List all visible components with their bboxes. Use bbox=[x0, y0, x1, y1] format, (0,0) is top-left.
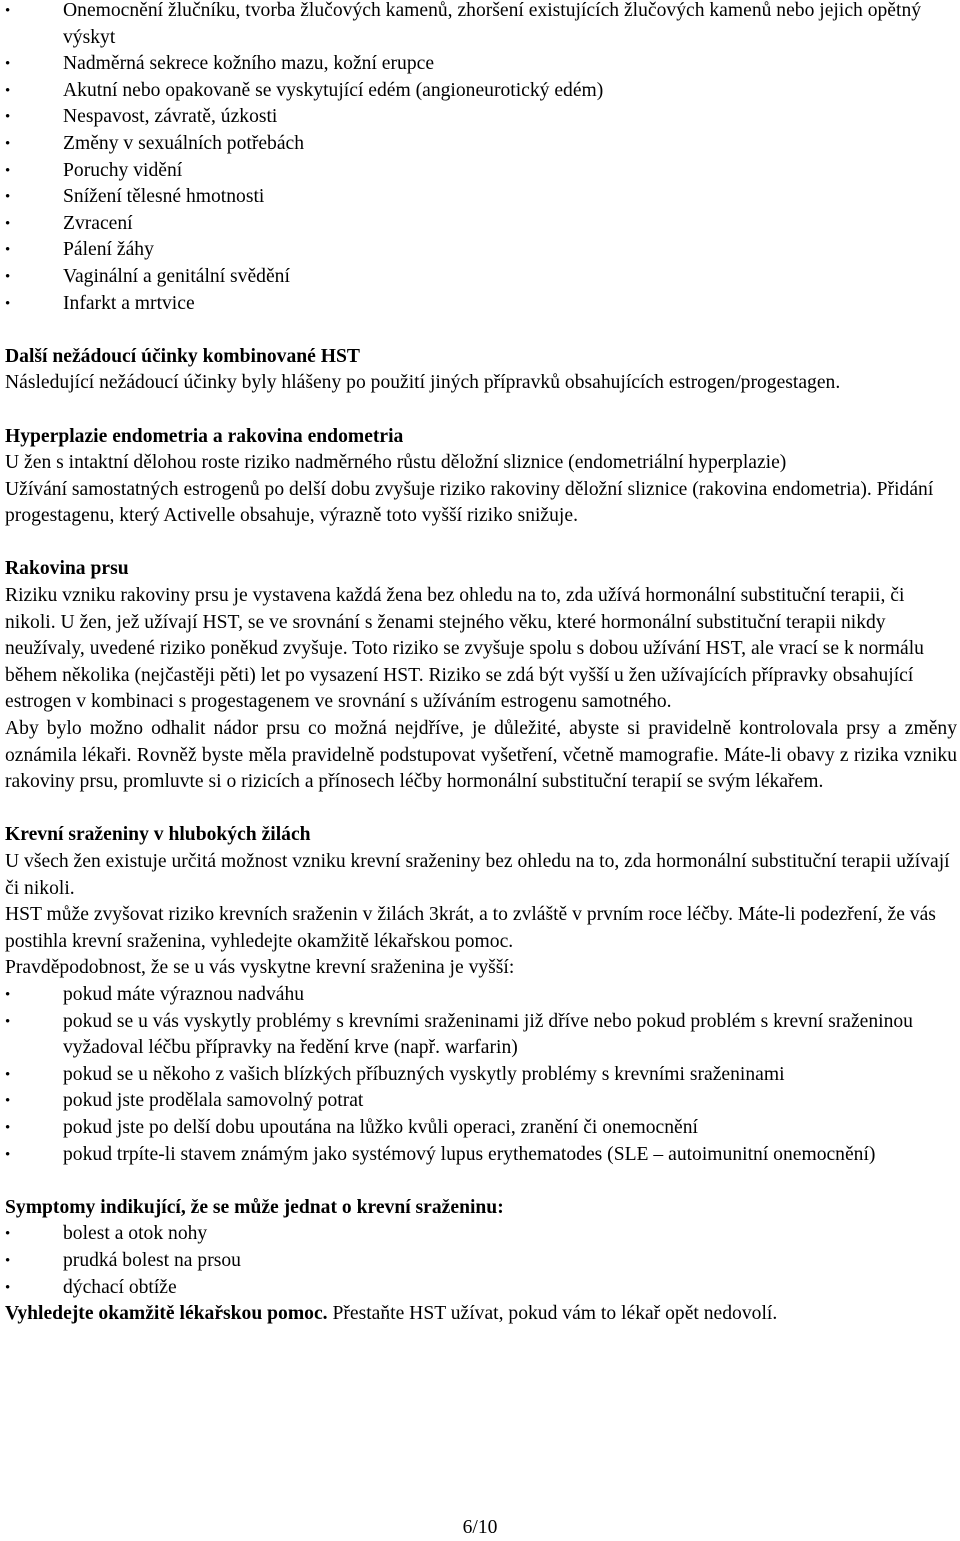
list-item: • pokud se u vás vyskytly problémy s krevními sraženinami již dříve nebo pokud problém s krevní sraženinou vyžadoval léčbu přípravky na ředění krve (např. warfarin) bbox=[5, 1009, 957, 1062]
list-item: • Snížení tělesné hmotnosti bbox=[5, 184, 957, 211]
section-heading: Další nežádoucí účinky kombinované HST bbox=[5, 345, 360, 367]
list-item: • pokud máte výraznou nadváhu bbox=[5, 982, 957, 1009]
section-heading: Krevní sraženiny v hlubokých žilách bbox=[5, 824, 311, 846]
list-item: • Poruchy vidění bbox=[5, 158, 957, 185]
section-heading: Symptomy indikující, že se může jednat o krevní sraženinu: bbox=[5, 1196, 504, 1218]
list-item: • Pálení žáhy bbox=[5, 237, 957, 264]
paragraph: U žen s intaktní dělohou roste riziko nadměrného růstu děložní sliznice (endometriální hyperplazie) bbox=[5, 452, 787, 474]
symptoms-list bbox=[5, 1221, 957, 1301]
list-item: • bolest a otok nohy bbox=[5, 1221, 957, 1248]
other-effects-section bbox=[5, 344, 957, 397]
paragraph: HST může zvyšovat riziko krevních sraženin v žilách 3krát, a to zvláště v prvním roce léčby. Máte-li podezření, že vás postihla krevní sraženina, vyhledejte okamžitě lékařskou pomoc. bbox=[5, 904, 936, 952]
risk-factors-list bbox=[5, 982, 957, 1168]
list-item: • pokud trpíte-li stavem známým jako systémový lupus erythematodes (SLE – autoimunitní onemocnění) bbox=[5, 1142, 957, 1169]
paragraph: U všech žen existuje určitá možnost vzniku krevní sraženiny bez ohledu na to, zda hormonální substituční terapii užívají či nikoli. bbox=[5, 851, 950, 899]
side-effects-list bbox=[5, 0, 957, 317]
paragraph: Pravděpodobnost, že se u vás vyskytne krevní sraženina je vyšší: bbox=[5, 957, 515, 979]
list-item: • pokud se u někoho z vašich blízkých příbuzných vyskytly problémy s krevními sraženinami bbox=[5, 1062, 957, 1089]
page-number: 6/10 bbox=[462, 1517, 498, 1538]
endometrium-section bbox=[5, 424, 957, 530]
symptoms-section bbox=[5, 1195, 957, 1328]
list-item: • pokud jste prodělala samovolný potrat bbox=[5, 1088, 957, 1115]
list-item: • prudká bolest na prsou bbox=[5, 1248, 957, 1275]
list-item: • Infarkt a mrtvice bbox=[5, 291, 957, 318]
list-item: • Akutní nebo opakovaně se vyskytující edém (angioneurotický edém) bbox=[5, 78, 957, 105]
blood-clots-section bbox=[5, 822, 957, 1168]
list-item: • Onemocnění žlučníku, tvorba žlučových kamenů, zhoršení existujících žlučových kamenů nebo jejich opětný výskyt bbox=[5, 0, 957, 51]
section-heading: Rakovina prsu bbox=[5, 558, 129, 580]
list-item: • Nadměrná sekrece kožního mazu, kožní erupce bbox=[5, 51, 957, 78]
final-instruction bbox=[5, 1301, 957, 1328]
list-item: • Změny v sexuálních potřebách bbox=[5, 131, 957, 158]
breast-cancer-section bbox=[5, 556, 957, 795]
list-item: • dýchací obtíže bbox=[5, 1275, 957, 1302]
final-instruction-rest: Přestaňte HST užívat, pokud vám to lékař opět nedovolí. bbox=[327, 1303, 778, 1325]
document-page bbox=[5, 0, 957, 1328]
list-item: • pokud jste po delší dobu upoutána na lůžko kvůli operaci, zranění či onemocnění bbox=[5, 1115, 957, 1142]
final-instruction-bold: Vyhledejte okamžitě lékařskou pomoc. bbox=[5, 1303, 328, 1325]
paragraph: Užívání samostatných estrogenů po delší dobu zvyšuje riziko rakoviny děložní sliznice (rakovina endometria). Přidání progestagenu, který Activelle obsahuje, výrazně toto vyšší riziko snižuje. bbox=[5, 478, 934, 527]
list-item: • Vaginální a genitální svědění bbox=[5, 264, 957, 291]
paragraph: Následující nežádoucí účinky byly hlášeny po použití jiných přípravků obsahujících estrogen/progestagen. bbox=[5, 372, 841, 394]
section-heading: Hyperplazie endometria a rakovina endometria bbox=[5, 425, 404, 447]
paragraph: Riziku vzniku rakoviny prsu je vystavena každá žena bez ohledu na to, zda užívá hormonální substituční terapii, či nikoli. U žen, jež užívají HST, se ve srovnání s ženami stejného věku, které hormonální substituční terapii nikdy neužívaly, uvedené riziko poněkud zvyšuje. Toto riziko se zvyšuje spolu s dobou užívání HST, ale vrací se k normálu během několika (nejčastěji pěti) let po vysazení HST. Riziko se zdá být vyšší u žen užívajících přípravky obsahující estrogen v kombinaci s progestagenem ve srovnání s užíváním estrogenu samotného. bbox=[5, 585, 924, 713]
list-item: • Nespavost, závratě, úzkosti bbox=[5, 104, 957, 131]
paragraph: Aby bylo možno odhalit nádor prsu co možná nejdříve, je důležité, abyste si pravidelně kontrolovala prsy a změny oznámila lékaři. Rovněž byste měla pravidelně podstupovat vyšetření, včetně mamografie. Máte-li obavy z rizika vzniku rakoviny prsu, promluvte si o rizicích a přínosech léčby hormonální substituční terapií se svým lékařem. bbox=[5, 718, 957, 793]
list-item: • Zvracení bbox=[5, 211, 957, 238]
